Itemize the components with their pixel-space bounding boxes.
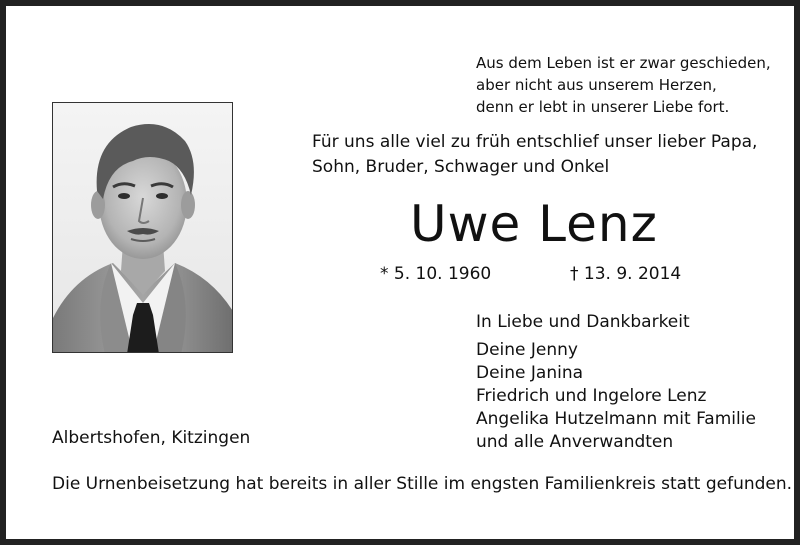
intro-line: Für uns alle viel zu früh entschlief unser lieber Papa, [312,132,758,152]
portrait-illustration [53,103,233,353]
burial-note: Die Urnenbeisetzung hat bereits in aller Stille im engsten Familienkreis statt gefunden. [52,474,793,494]
intro-line: Sohn, Bruder, Schwager und Onkel [312,157,610,177]
mourner: Deine Jenny [476,340,578,360]
quote-line: Aus dem Leben ist er zwar geschieden, [476,54,771,72]
birth-date: * 5. 10. 1960 [380,264,492,284]
quote-line: denn er lebt in unserer Liebe fort. [476,98,730,116]
mourner: und alle Anverwandten [476,432,674,452]
quote-line: aber nicht aus unserem Herzen, [476,76,717,94]
portrait-photo [52,102,233,353]
mourners-list [476,339,756,454]
intro-text [312,130,757,180]
mourner: Friedrich und Ingelore Lenz [476,386,707,406]
thanks-line: In Liebe und Dankbarkeit [476,312,690,332]
memorial-quote [476,52,771,118]
death-date: † 13. 9. 2014 [570,264,682,284]
mourner: Angelika Hutzelmann mit Familie [476,409,756,429]
deceased-name: Uwe Lenz [410,195,658,253]
mourner: Deine Janina [476,363,584,383]
place-line: Albertshofen, Kitzingen [52,428,251,448]
